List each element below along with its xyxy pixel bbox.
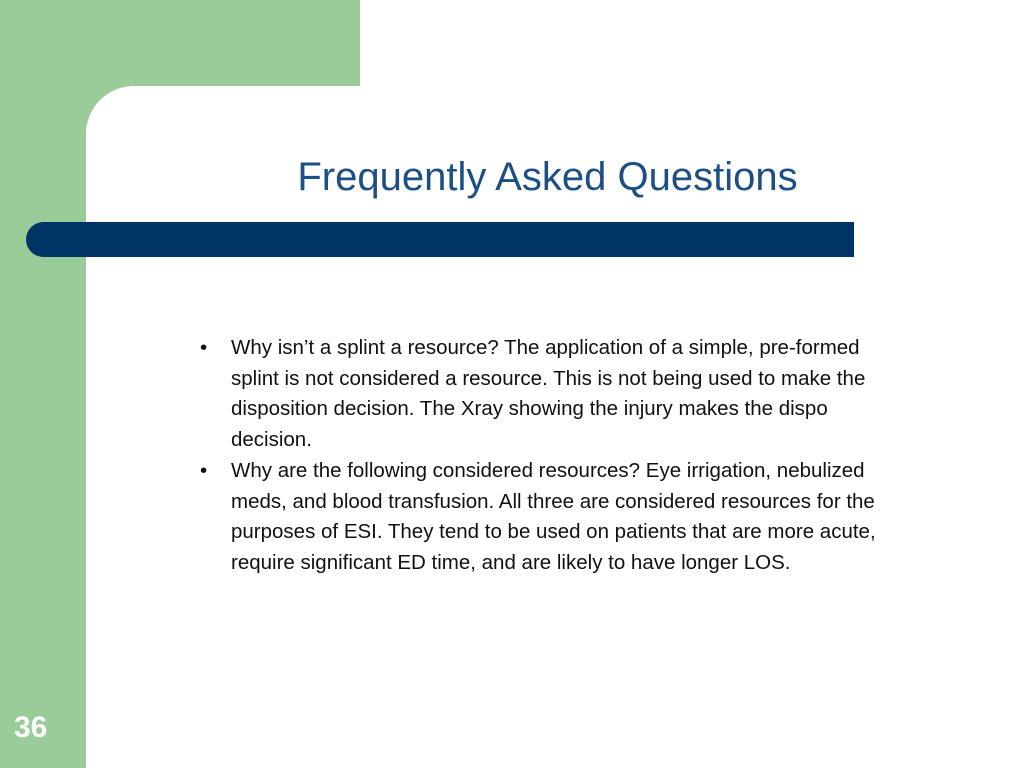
title-divider-bar: [26, 222, 854, 257]
bullet-item: [196, 333, 896, 456]
bullet-list: [196, 333, 896, 579]
bullet-item: [196, 456, 896, 579]
bullet-icon: •: [200, 458, 208, 482]
bullet-text: Why isn’t a splint a resource? The application of a simple, pre-formed splint is not considered a resource. This is not being used to make the disposition decision. The Xray showing the injury makes the dispo decision.: [231, 336, 866, 452]
top-white-band: [360, 0, 1024, 86]
bullet-text: Why are the following considered resources? Eye irrigation, nebulized meds, and blood transfusion. All three are considered resources for the purposes of ESI. They tend to be used on patients that are more acute, require significant ED time, and are likely to have longer LOS.: [231, 458, 876, 574]
page-number: 36: [14, 711, 48, 744]
slide-title: Frequently Asked Questions: [297, 155, 798, 199]
bullet-icon: •: [200, 336, 208, 359]
